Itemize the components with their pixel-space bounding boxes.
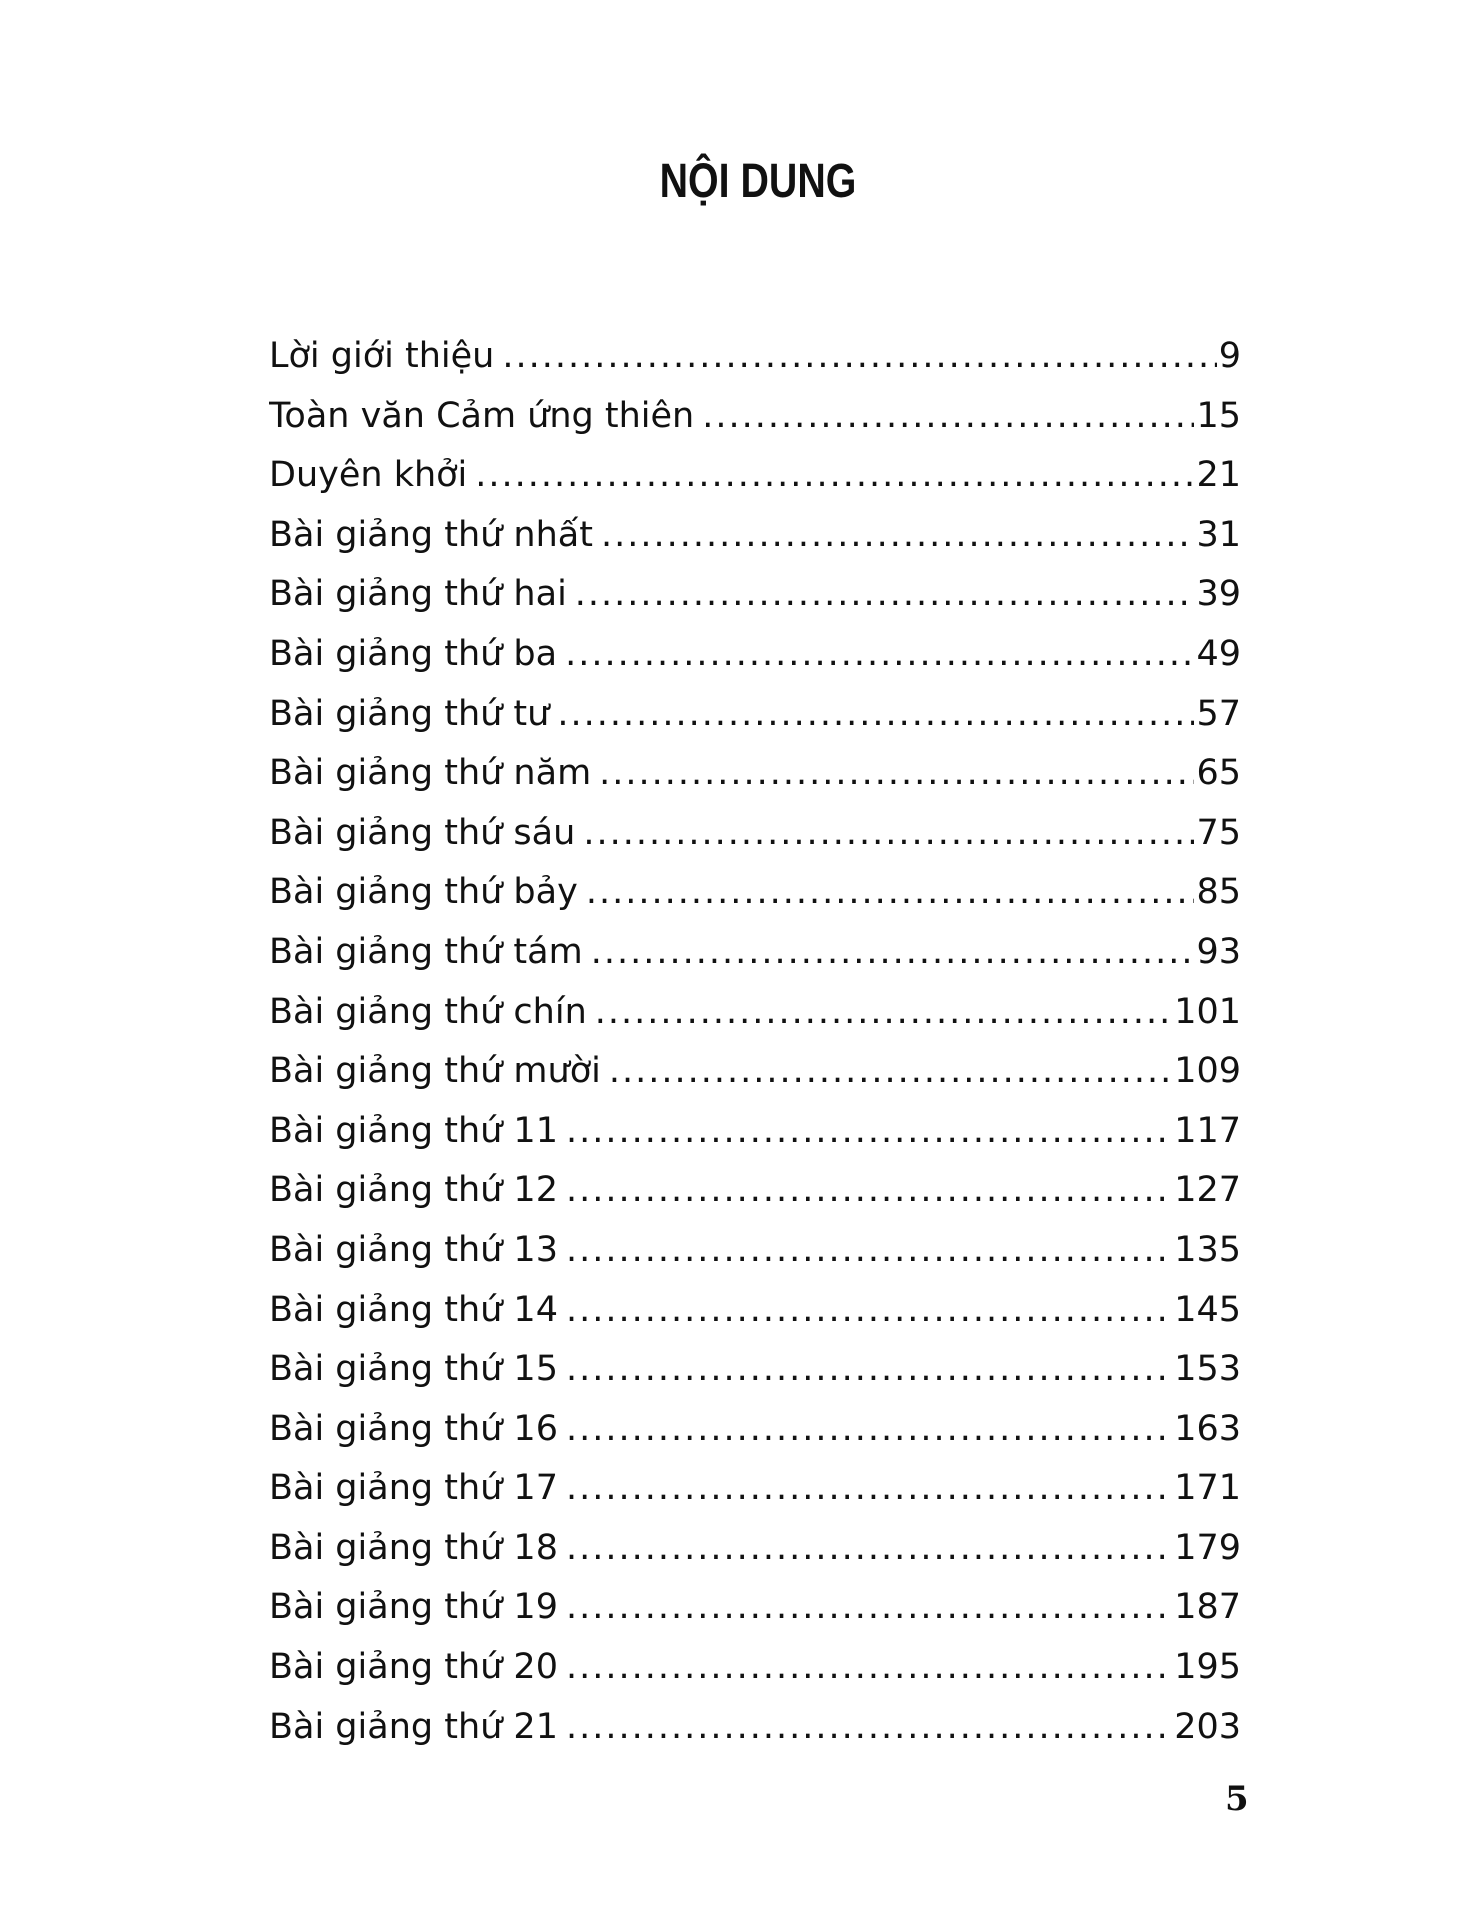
dot-leader	[595, 983, 1172, 1043]
toc-entry	[269, 923, 1241, 983]
toc-entry	[269, 1042, 1241, 1102]
toc-entry-title: Bài giảng thứ 18	[269, 1527, 558, 1568]
toc-entry-title: Bài giảng thứ 13	[269, 1229, 558, 1270]
toc-entry-page: 101	[1174, 991, 1241, 1032]
dot-leader	[586, 863, 1195, 923]
dot-leader	[566, 1161, 1172, 1221]
toc-entry-page: 117	[1174, 1110, 1241, 1151]
toc-entry-page: 65	[1196, 753, 1241, 794]
dot-leader	[575, 565, 1195, 625]
toc-entry-page: 93	[1196, 931, 1241, 972]
dot-leader	[599, 744, 1194, 804]
toc-entry	[269, 1340, 1241, 1400]
toc-entry-page: 39	[1196, 574, 1241, 615]
toc-entry	[269, 1102, 1241, 1162]
toc-entry-page: 163	[1174, 1408, 1241, 1449]
dot-leader	[609, 1042, 1172, 1102]
dot-leader	[583, 804, 1194, 864]
toc-entry-page: 15	[1196, 395, 1241, 436]
dot-leader	[557, 685, 1194, 745]
toc-entry-title: Toàn văn Cảm ứng thiên	[269, 395, 695, 436]
toc-entry-page: 187	[1174, 1587, 1241, 1628]
toc-entry-title: Bài giảng thứ chín	[269, 991, 587, 1032]
toc-entry-title: Bài giảng thứ mười	[269, 1051, 601, 1092]
dot-leader	[566, 1698, 1172, 1758]
toc-entry-title: Bài giảng thứ bảy	[269, 872, 578, 913]
toc-entry	[269, 327, 1241, 387]
page-title: NỘI DUNG	[659, 155, 857, 208]
toc-entry-title: Bài giảng thứ 21	[269, 1706, 558, 1747]
toc-entry	[269, 983, 1241, 1043]
toc-entry	[269, 1400, 1241, 1460]
toc-entry	[269, 1221, 1241, 1281]
dot-leader	[566, 1638, 1172, 1698]
dot-leader	[475, 446, 1194, 506]
dot-leader	[702, 387, 1194, 447]
toc-entry	[269, 387, 1241, 447]
toc-entry-title: Bài giảng thứ 17	[269, 1468, 558, 1509]
toc-entry	[269, 446, 1241, 506]
toc-entry-title: Bài giảng thứ năm	[269, 753, 592, 794]
toc-entry-page: 85	[1196, 872, 1241, 913]
toc-entry-title: Bài giảng thứ 15	[269, 1349, 558, 1390]
toc-entry	[269, 804, 1241, 864]
dot-leader	[566, 1281, 1172, 1341]
dot-leader	[601, 506, 1194, 566]
toc-entry	[269, 1519, 1241, 1579]
toc-entry-page: 75	[1196, 812, 1241, 853]
toc-entry-title: Bài giảng thứ 20	[269, 1647, 558, 1688]
toc-entry-page: 135	[1174, 1229, 1241, 1270]
dot-leader	[566, 1578, 1172, 1638]
dot-leader	[566, 1340, 1172, 1400]
toc-entry-page: 21	[1196, 455, 1241, 496]
toc-entry-title: Bài giảng thứ 11	[269, 1110, 558, 1151]
toc-entry-title: Bài giảng thứ ba	[269, 633, 558, 674]
toc-entry-title: Bài giảng thứ 16	[269, 1408, 558, 1449]
dot-leader	[565, 625, 1194, 685]
toc-entry-page: 145	[1174, 1289, 1241, 1330]
toc-entry-page: 109	[1174, 1051, 1241, 1092]
dot-leader	[566, 1459, 1172, 1519]
dot-leader	[566, 1221, 1172, 1281]
toc-entry-page: 31	[1196, 514, 1241, 555]
toc-entry	[269, 1281, 1241, 1341]
dot-leader	[566, 1519, 1172, 1579]
dot-leader	[591, 923, 1195, 983]
toc-entry	[269, 506, 1241, 566]
toc-entry	[269, 1638, 1241, 1698]
toc-entry-page: 49	[1196, 633, 1241, 674]
toc-entry	[269, 1161, 1241, 1221]
table-of-contents	[269, 327, 1241, 1757]
toc-entry-title: Bài giảng thứ tư	[269, 693, 550, 734]
toc-entry-page: 179	[1174, 1527, 1241, 1568]
dot-leader	[566, 1400, 1172, 1460]
toc-entry-page: 9	[1218, 336, 1241, 376]
toc-entry-page: 57	[1196, 693, 1241, 734]
toc-entry-title: Bài giảng thứ 19	[269, 1587, 558, 1628]
toc-entry-title: Lời giới thiệu	[269, 336, 495, 376]
toc-entry	[269, 625, 1241, 685]
toc-entry-title: Bài giảng thứ 14	[269, 1289, 558, 1330]
toc-entry-page: 171	[1174, 1468, 1241, 1509]
toc-entry	[269, 1578, 1241, 1638]
toc-entry-title: Bài giảng thứ hai	[269, 574, 567, 615]
page-number: 5	[1225, 1779, 1249, 1819]
toc-entry-title: Bài giảng thứ tám	[269, 931, 583, 972]
toc-entry	[269, 744, 1241, 804]
toc-entry-page: 203	[1174, 1706, 1241, 1747]
toc-entry-page: 195	[1174, 1647, 1241, 1688]
toc-entry	[269, 685, 1241, 745]
toc-entry	[269, 1459, 1241, 1519]
toc-entry	[269, 1698, 1241, 1758]
toc-entry-page: 127	[1174, 1170, 1241, 1211]
toc-entry-title: Duyên khởi	[269, 455, 468, 496]
toc-entry-title: Bài giảng thứ 12	[269, 1170, 558, 1211]
toc-entry	[269, 565, 1241, 625]
toc-entry-page: 153	[1174, 1349, 1241, 1390]
dot-leader	[566, 1102, 1172, 1162]
toc-entry-title: Bài giảng thứ nhất	[269, 514, 593, 555]
toc-entry	[269, 863, 1241, 923]
toc-entry-title: Bài giảng thứ sáu	[269, 812, 576, 853]
dot-leader	[502, 327, 1216, 387]
